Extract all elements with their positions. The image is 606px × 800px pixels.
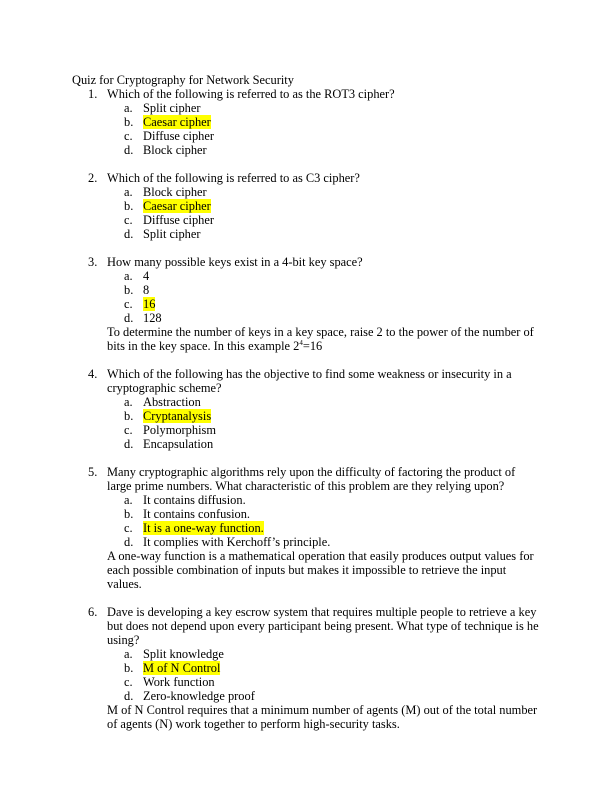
question-5 — [72, 465, 542, 591]
answer-option — [72, 689, 542, 703]
correct-answer-highlight: M of N Control — [143, 661, 221, 675]
option-text: Split cipher — [143, 101, 201, 115]
answer-option — [72, 507, 542, 521]
question-text: Which of the following has the objective to find some weakness or insecurity in a cryptographic scheme? — [107, 367, 512, 395]
answer-options — [107, 395, 542, 451]
answer-explanation — [107, 703, 542, 731]
question-text: How many possible keys exist in a 4-bit key space? — [107, 255, 363, 269]
answer-option — [72, 115, 542, 129]
option-text: It contains confusion. — [143, 507, 251, 521]
question-2 — [72, 171, 542, 241]
option-letter: b. — [124, 507, 134, 521]
correct-answer-highlight: Cryptanalysis — [143, 409, 212, 423]
option-letter: a. — [124, 493, 133, 507]
question-1 — [72, 87, 542, 157]
question-6 — [72, 605, 542, 731]
option-letter: d. — [124, 437, 134, 451]
option-text: It complies with Kerchoff’s principle. — [143, 535, 331, 549]
answer-option — [72, 675, 542, 689]
answer-options — [107, 101, 542, 157]
option-text: Split cipher — [143, 227, 201, 241]
option-text: Encapsulation — [143, 437, 214, 451]
option-text: Zero-knowledge proof — [143, 689, 255, 703]
question-number: 2. — [88, 171, 98, 185]
option-letter: c. — [124, 129, 133, 143]
answer-option — [72, 395, 542, 409]
option-letter: c. — [124, 423, 133, 437]
document-page — [72, 73, 542, 731]
explanation-text: A one-way function is a mathematical operation that easily produces output values for each possible combination of inputs but makes it impossible to retrieve the input values. — [107, 549, 534, 591]
answer-option — [72, 101, 542, 115]
explanation-result: =16 — [302, 339, 323, 353]
option-letter: b. — [124, 661, 134, 675]
question-4 — [72, 367, 542, 451]
answer-options — [107, 185, 542, 241]
answer-options — [107, 647, 542, 703]
option-text: Abstraction — [143, 395, 201, 409]
option-letter: d. — [124, 311, 134, 325]
explanation-text: M of N Control requires that a minimum number of agents (M) out of the total number of agents (N) work together to perform high-security tasks. — [107, 703, 538, 731]
option-letter: d. — [124, 535, 134, 549]
answer-option — [72, 535, 542, 549]
option-letter: a. — [124, 647, 133, 661]
answer-option — [72, 437, 542, 451]
option-text: 4 — [143, 269, 150, 283]
option-text: Block cipher — [143, 143, 207, 157]
answer-option — [72, 409, 542, 423]
question-3 — [72, 255, 542, 353]
question-number: 3. — [88, 255, 98, 269]
option-text: Block cipher — [143, 185, 207, 199]
option-text: Diffuse cipher — [143, 129, 214, 143]
question-text: Which of the following is referred to as the ROT3 cipher? — [107, 87, 395, 101]
option-letter: c. — [124, 297, 133, 311]
question-text: Which of the following is referred to as C3 cipher? — [107, 171, 360, 185]
option-letter: d. — [124, 143, 134, 157]
question-text: Dave is developing a key escrow system that requires multiple people to retrieve a key but does not depend upon every participant being present. What type of technique is he using? — [107, 605, 539, 647]
question-number: 5. — [88, 465, 98, 479]
option-text: It contains diffusion. — [143, 493, 246, 507]
answer-option — [72, 297, 542, 311]
option-letter: a. — [124, 269, 133, 283]
answer-option — [72, 227, 542, 241]
answer-option — [72, 129, 542, 143]
correct-answer-highlight: 16 — [143, 297, 156, 311]
answer-options — [107, 493, 542, 549]
option-letter: c. — [124, 213, 133, 227]
answer-option — [72, 213, 542, 227]
option-letter: a. — [124, 185, 133, 199]
option-text: Diffuse cipher — [143, 213, 214, 227]
answer-option — [72, 283, 542, 297]
option-text: 8 — [143, 283, 150, 297]
question-number: 6. — [88, 605, 98, 619]
answer-option — [72, 647, 542, 661]
option-letter: a. — [124, 395, 133, 409]
option-text: Work function — [143, 675, 215, 689]
correct-answer-highlight: Caesar cipher — [143, 115, 211, 129]
question-number: 1. — [88, 87, 98, 101]
question-number: 4. — [88, 367, 98, 381]
option-letter: b. — [124, 115, 134, 129]
answer-option — [72, 423, 542, 437]
question-list — [72, 87, 542, 731]
page-title: Quiz for Cryptography for Network Security — [72, 73, 294, 87]
answer-option — [72, 493, 542, 507]
option-text: Split knowledge — [143, 647, 224, 661]
option-text: 128 — [143, 311, 162, 325]
option-text: Polymorphism — [143, 423, 216, 437]
question-text: Many cryptographic algorithms rely upon the difficulty of factoring the product of large prime numbers. What characteristic of this problem are they relying upon? — [107, 465, 516, 493]
answer-option — [72, 311, 542, 325]
answer-option — [72, 521, 542, 535]
answer-explanation — [107, 549, 542, 591]
option-letter: c. — [124, 675, 133, 689]
option-letter: b. — [124, 199, 134, 213]
answer-explanation — [107, 325, 542, 353]
option-letter: a. — [124, 101, 133, 115]
option-letter: d. — [124, 227, 134, 241]
correct-answer-highlight: It is a one-way function. — [143, 521, 264, 535]
option-letter: b. — [124, 283, 134, 297]
answer-option — [72, 185, 542, 199]
option-letter: d. — [124, 689, 134, 703]
option-letter: b. — [124, 409, 134, 423]
correct-answer-highlight: Caesar cipher — [143, 199, 211, 213]
answer-option — [72, 199, 542, 213]
answer-option — [72, 143, 542, 157]
explanation-text: To determine the number of keys in a key space, raise 2 to the power of the number of bits in the key space. In this example 2 — [107, 325, 534, 353]
answer-option — [72, 269, 542, 283]
answer-options — [107, 269, 542, 325]
answer-option — [72, 661, 542, 675]
option-letter: c. — [124, 521, 133, 535]
exponent: 4 — [299, 338, 303, 347]
